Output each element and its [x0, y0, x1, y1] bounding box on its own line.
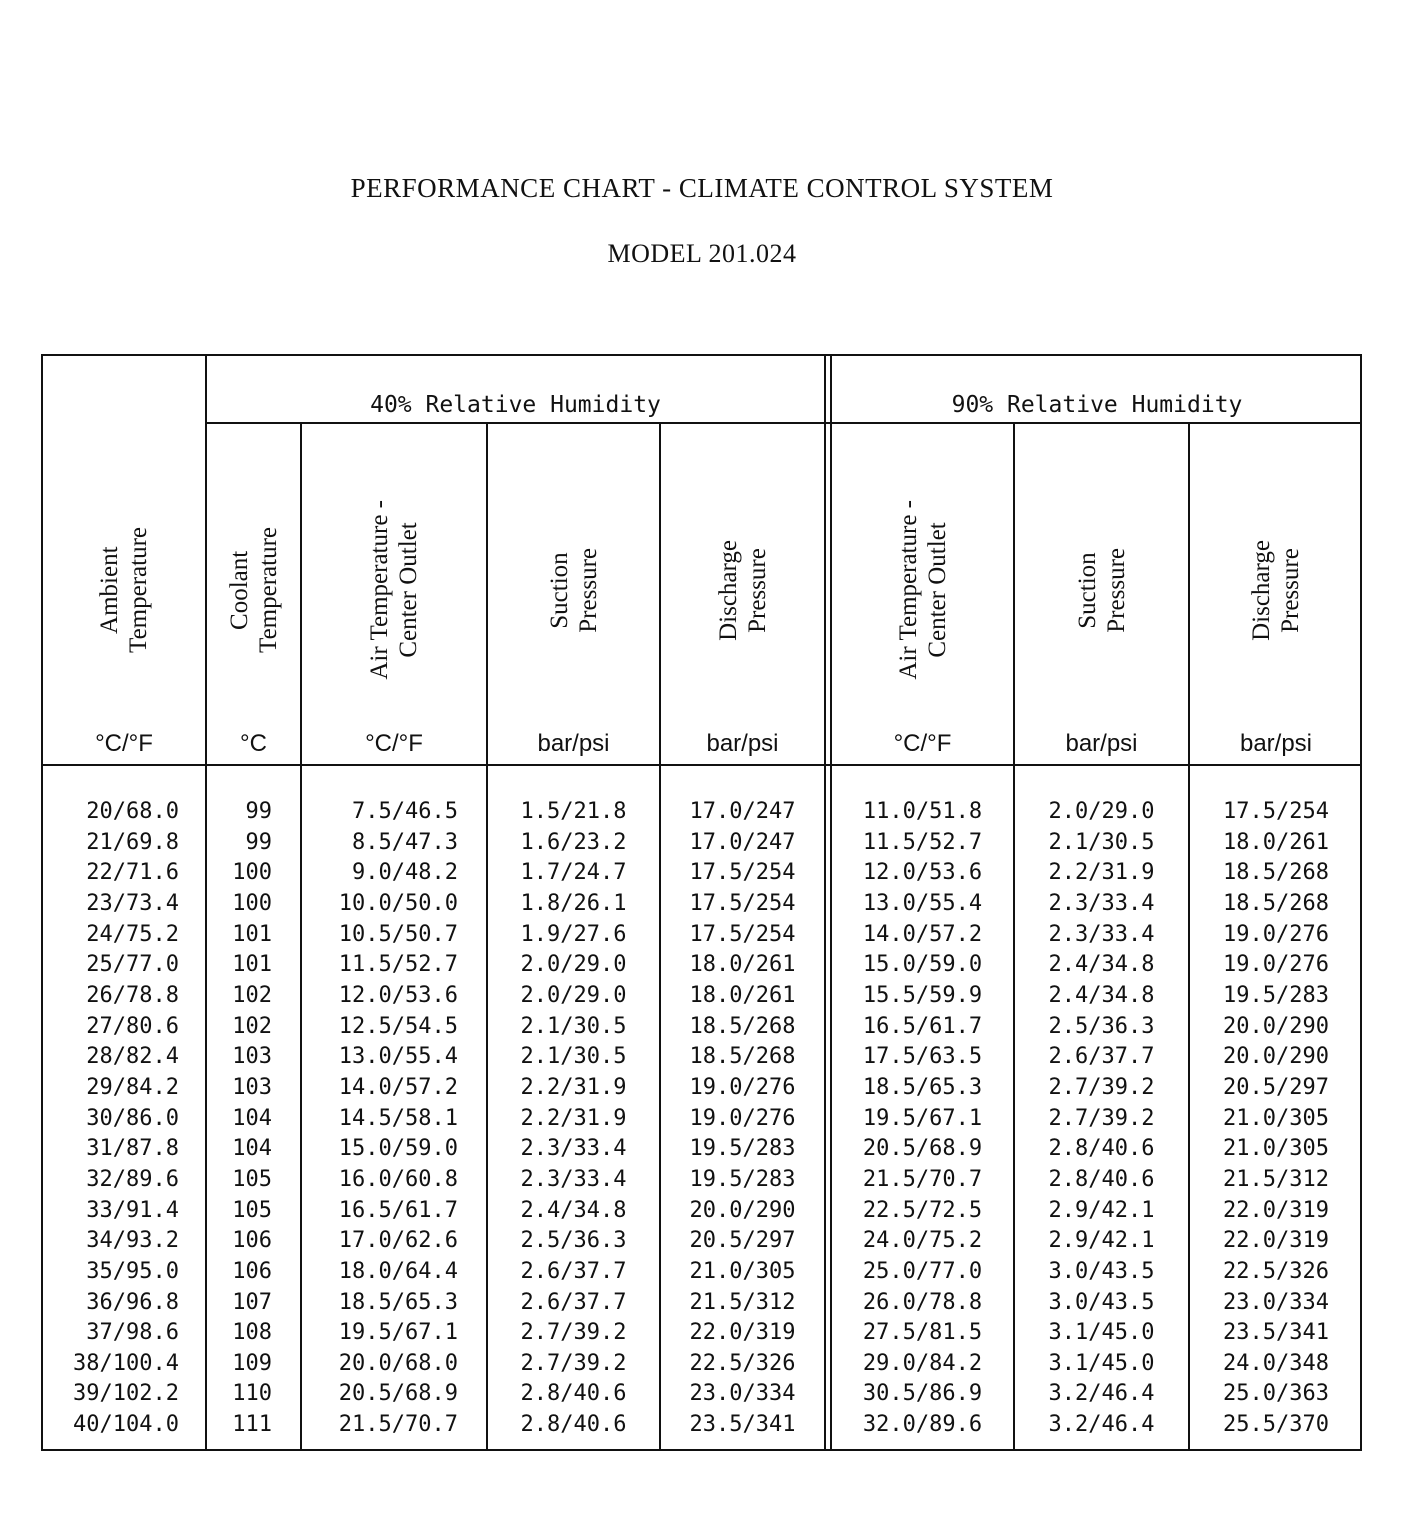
table-cell: 108	[232, 1320, 272, 1346]
table-cell: 2.7/39.2	[1048, 1074, 1155, 1100]
table-cell: 2.8/40.6	[520, 1412, 627, 1438]
table-cell: 18.5/65.3	[862, 1074, 983, 1100]
group-label-40: 40% Relative Humidity	[370, 392, 661, 418]
table-cell: 101	[232, 921, 272, 947]
table-cell: 2.2/31.9	[1048, 860, 1155, 886]
table-cell: 17.5/63.5	[862, 1044, 983, 1070]
table-cell: 30.5/86.9	[862, 1381, 983, 1407]
table-cell: 3.2/46.4	[1048, 1412, 1155, 1438]
table-cell: 2.4/34.8	[1048, 982, 1155, 1008]
table-cell: 8.5/47.3	[352, 829, 458, 855]
header-discharge90-text: Discharge Pressure	[1248, 539, 1304, 641]
table-cell: 11.5/52.7	[862, 829, 983, 855]
table-cell: 3.0/43.5	[1048, 1289, 1155, 1315]
table-cell: 111	[232, 1412, 272, 1438]
table-cell: 20.5/68.9	[338, 1381, 458, 1407]
table-cell: 19.5/283	[689, 1136, 796, 1162]
table-cell: 2.6/37.7	[520, 1289, 627, 1315]
table-cell: 1.6/23.2	[520, 829, 627, 855]
table-cell: 105	[232, 1166, 272, 1192]
column-coolant	[207, 797, 272, 1441]
table-cell: 1.8/26.1	[520, 890, 627, 916]
table-cell: 15.5/59.9	[862, 982, 983, 1008]
table-cell: 104	[232, 1136, 272, 1162]
table-cell: 22.0/319	[1223, 1228, 1329, 1254]
table-cell: 24/75.2	[86, 921, 179, 947]
table-cell: 19.5/67.1	[338, 1320, 458, 1346]
table-cell: 21.0/305	[1223, 1105, 1329, 1131]
table-cell: 22.0/319	[1223, 1197, 1329, 1223]
table-cell: 19.0/276	[1223, 952, 1329, 978]
table-cell: 14.5/58.1	[338, 1105, 458, 1131]
table-cell: 16.0/60.8	[338, 1166, 458, 1192]
table-cell: 2.3/33.4	[1048, 890, 1155, 916]
table-cell: 32.0/89.6	[862, 1412, 983, 1438]
table-cell: 33/91.4	[86, 1197, 179, 1223]
header-coolant-text: Coolant Temperature	[225, 527, 282, 653]
table-cell: 12.5/54.5	[338, 1013, 458, 1039]
table-cell: 29.0/84.2	[862, 1350, 983, 1376]
table-cell: 20.5/68.9	[862, 1136, 983, 1162]
table-cell: 18.0/261	[689, 952, 796, 978]
table-cell: 106	[232, 1258, 272, 1284]
table-cell: 102	[232, 982, 272, 1008]
table-cell: 16.5/61.7	[862, 1013, 983, 1039]
unit-ambient: °C/°F	[95, 730, 153, 757]
table-cell: 21/69.8	[86, 829, 179, 855]
table-cell: 19.0/276	[689, 1074, 796, 1100]
table-cell: 19.0/276	[689, 1105, 796, 1131]
table-cell: 20.0/290	[689, 1197, 796, 1223]
table-cell: 17.5/254	[689, 921, 796, 947]
table-cell: 40/104.0	[73, 1412, 179, 1438]
table-cell: 2.9/42.1	[1048, 1228, 1155, 1254]
table-cell: 12.0/53.6	[862, 860, 983, 886]
table-cell: 10.5/50.7	[338, 921, 458, 947]
table-cell: 2.7/39.2	[1048, 1105, 1155, 1131]
table-cell: 21.0/305	[1223, 1136, 1329, 1162]
table-cell: 20.0/68.0	[338, 1350, 458, 1376]
table-cell: 21.0/305	[689, 1258, 796, 1284]
table-cell: 20/68.0	[86, 799, 179, 824]
page-title: PERFORMANCE CHART - CLIMATE CONTROL SYSTEM	[350, 173, 1054, 203]
table-cell: 20.0/290	[1223, 1013, 1329, 1039]
table-cell: 22.5/326	[1223, 1258, 1329, 1284]
table-cell: 2.3/33.4	[520, 1136, 627, 1162]
table-cell: 19.5/283	[1223, 982, 1329, 1008]
table-cell: 39/102.2	[73, 1381, 179, 1407]
table-cell: 18.5/268	[689, 1013, 796, 1039]
table-cell: 100	[232, 890, 272, 916]
table-cell: 2.2/31.9	[520, 1105, 627, 1131]
table-cell: 38/100.4	[73, 1350, 179, 1376]
table-cell: 17.5/254	[689, 890, 796, 916]
table-cell: 23/73.4	[86, 890, 179, 916]
table-cell: 20.0/290	[1223, 1044, 1329, 1070]
table-cell: 18.0/261	[1223, 829, 1329, 855]
header-suction40	[488, 440, 659, 740]
unit-discharge90: bar/psi	[1239, 730, 1313, 757]
header-air90-text: Air Temperature - Center Outlet	[894, 500, 951, 680]
table-cell: 21.5/70.7	[338, 1412, 458, 1438]
table-cell: 2.0/29.0	[1048, 799, 1155, 824]
table-cell: 17.0/247	[689, 829, 796, 855]
table-cell: 2.8/40.6	[1048, 1166, 1155, 1192]
table-cell: 103	[232, 1044, 272, 1070]
table-cell: 106	[232, 1228, 272, 1254]
table-cell: 17.0/247	[689, 799, 796, 824]
table-cell: 21.5/70.7	[862, 1166, 983, 1192]
header-suction90	[1015, 440, 1188, 740]
table-cell: 2.6/37.7	[1048, 1044, 1155, 1070]
column-air90	[832, 797, 1013, 1441]
table-cell: 105	[232, 1197, 272, 1223]
table-cell: 23.0/334	[1223, 1289, 1329, 1315]
table-cell: 32/89.6	[86, 1166, 179, 1192]
table-cell: 23.5/341	[1223, 1320, 1329, 1346]
table-cell: 29/84.2	[86, 1074, 179, 1100]
table-cell: 34/93.2	[86, 1228, 179, 1254]
header-suction90-text: Suction Pressure	[1073, 547, 1130, 633]
table-cell: 27/80.6	[86, 1013, 179, 1039]
header-discharge90	[1190, 440, 1362, 740]
table-cell: 30/86.0	[86, 1105, 179, 1131]
table-cell: 3.1/45.0	[1048, 1350, 1155, 1376]
table-cell: 9.0/48.2	[352, 860, 458, 886]
table-cell: 27.5/81.5	[862, 1320, 983, 1346]
header-suction40-text: Suction Pressure	[545, 547, 602, 633]
table-cell: 18.5/268	[1223, 890, 1329, 916]
table-cell: 19.5/283	[689, 1166, 796, 1192]
table-cell: 2.5/36.3	[520, 1228, 627, 1254]
table-cell: 2.0/29.0	[520, 982, 627, 1008]
table-cell: 2.3/33.4	[1048, 921, 1155, 947]
table-cell: 18.5/268	[689, 1044, 796, 1070]
unit-air40: °C/°F	[365, 730, 423, 757]
table-cell: 22/71.6	[86, 860, 179, 886]
header-discharge40-text: Discharge Pressure	[714, 539, 771, 641]
table-cell: 104	[232, 1105, 272, 1131]
table-cell: 19.0/276	[1223, 921, 1329, 947]
table-cell: 21.5/312	[689, 1289, 796, 1315]
column-discharge90	[1190, 797, 1362, 1441]
table-cell: 24.0/348	[1223, 1350, 1329, 1376]
table-cell: 1.5/21.8	[520, 799, 627, 824]
table-cell: 23.5/341	[689, 1412, 796, 1438]
header-ambient-text: Ambient Temperature	[96, 527, 152, 653]
table-cell: 1.7/24.7	[520, 860, 627, 886]
table-cell: 25/77.0	[86, 952, 179, 978]
rule-group-divider-a	[824, 356, 826, 1449]
table-cell: 31/87.8	[86, 1136, 179, 1162]
table-cell: 2.8/40.6	[520, 1381, 627, 1407]
table-cell: 2.2/31.9	[520, 1074, 627, 1100]
table-cell: 18.0/64.4	[338, 1258, 458, 1284]
table-cell: 15.0/59.0	[862, 952, 983, 978]
table-cell: 2.8/40.6	[1048, 1136, 1155, 1162]
table-cell: 2.0/29.0	[520, 952, 627, 978]
table-cell: 14.0/57.2	[862, 921, 983, 947]
table-cell: 18.5/268	[1223, 860, 1329, 886]
table-cell: 2.7/39.2	[520, 1320, 627, 1346]
table-cell: 2.9/42.1	[1048, 1197, 1155, 1223]
unit-suction40: bar/psi	[537, 730, 610, 757]
table-cell: 99	[245, 829, 272, 855]
rule-group-underline	[207, 422, 1360, 424]
table-cell: 22.5/72.5	[862, 1197, 983, 1223]
table-cell: 24.0/75.2	[862, 1228, 983, 1254]
unit-suction90: bar/psi	[1065, 730, 1138, 757]
table-cell: 2.6/37.7	[520, 1258, 627, 1284]
table-cell: 26.0/78.8	[862, 1289, 983, 1315]
header-air90	[832, 440, 1013, 740]
table-cell: 2.4/34.8	[1048, 952, 1155, 978]
column-discharge40	[661, 797, 824, 1441]
table-cell: 110	[232, 1381, 272, 1407]
table-cell: 102	[232, 1013, 272, 1039]
table-cell: 19.5/67.1	[862, 1105, 983, 1131]
model-subtitle: MODEL 201.024	[607, 239, 797, 268]
column-air40	[302, 797, 458, 1441]
table-cell: 101	[232, 952, 272, 978]
table-cell: 17.5/254	[1223, 799, 1329, 824]
column-ambient	[43, 797, 179, 1441]
rule-header-bottom	[43, 764, 1360, 766]
table-cell: 20.5/297	[689, 1228, 796, 1254]
table-cell: 25.0/363	[1223, 1381, 1329, 1407]
table-cell: 7.5/46.5	[352, 799, 458, 824]
table-cell: 3.1/45.0	[1048, 1320, 1155, 1346]
table-cell: 28/82.4	[86, 1044, 179, 1070]
table-cell: 2.1/30.5	[520, 1044, 627, 1070]
table-cell: 18.5/65.3	[338, 1289, 458, 1315]
column-suction40	[488, 797, 659, 1441]
table-cell: 1.9/27.6	[520, 921, 627, 947]
table-cell: 2.3/33.4	[520, 1166, 627, 1192]
table-cell: 100	[232, 860, 272, 886]
table-cell: 18.0/261	[689, 982, 796, 1008]
table-cell: 3.0/43.5	[1048, 1258, 1155, 1284]
table-cell: 11.0/51.8	[862, 799, 983, 824]
group-label-90: 90% Relative Humidity	[951, 392, 1243, 418]
table-cell: 2.1/30.5	[520, 1013, 627, 1039]
header-ambient	[43, 440, 205, 740]
header-air40-text: Air Temperature - Center Outlet	[366, 500, 422, 680]
table-cell: 99	[245, 799, 272, 824]
table-cell: 109	[232, 1350, 272, 1376]
table-cell: 2.4/34.8	[520, 1197, 627, 1223]
table-cell: 10.0/50.0	[338, 890, 458, 916]
table-cell: 103	[232, 1074, 272, 1100]
table-cell: 2.1/30.5	[1048, 829, 1155, 855]
table-cell: 22.5/326	[689, 1350, 796, 1376]
unit-air90: °C/°F	[893, 730, 952, 757]
table-cell: 11.5/52.7	[338, 952, 458, 978]
table-cell: 15.0/59.0	[338, 1136, 458, 1162]
table-cell: 20.5/297	[1223, 1074, 1329, 1100]
table-cell: 25.5/370	[1223, 1412, 1329, 1438]
table-cell: 37/98.6	[86, 1320, 179, 1346]
table-cell: 12.0/53.6	[338, 982, 458, 1008]
unit-coolant: °C	[240, 730, 267, 757]
header-air40	[302, 440, 486, 740]
table-cell: 22.0/319	[689, 1320, 796, 1346]
table-cell: 17.0/62.6	[338, 1228, 458, 1254]
table-cell: 2.7/39.2	[520, 1350, 627, 1376]
header-discharge40	[661, 440, 824, 740]
table-cell: 25.0/77.0	[862, 1258, 983, 1284]
table-cell: 21.5/312	[1223, 1166, 1329, 1192]
table-cell: 2.5/36.3	[1048, 1013, 1155, 1039]
table-cell: 35/95.0	[86, 1258, 179, 1284]
table-cell: 16.5/61.7	[338, 1197, 458, 1223]
table-cell: 23.0/334	[689, 1381, 796, 1407]
table-cell: 36/96.8	[86, 1289, 179, 1315]
table-cell: 3.2/46.4	[1048, 1381, 1155, 1407]
table-cell: 26/78.8	[86, 982, 179, 1008]
table-cell: 17.5/254	[689, 860, 796, 886]
header-coolant	[207, 440, 300, 740]
table-cell: 14.0/57.2	[338, 1074, 458, 1100]
table-cell: 13.0/55.4	[862, 890, 983, 916]
table-cell: 107	[232, 1289, 272, 1315]
table-cell: 13.0/55.4	[338, 1044, 458, 1070]
column-suction90	[1015, 797, 1188, 1441]
unit-discharge40: bar/psi	[706, 730, 779, 757]
